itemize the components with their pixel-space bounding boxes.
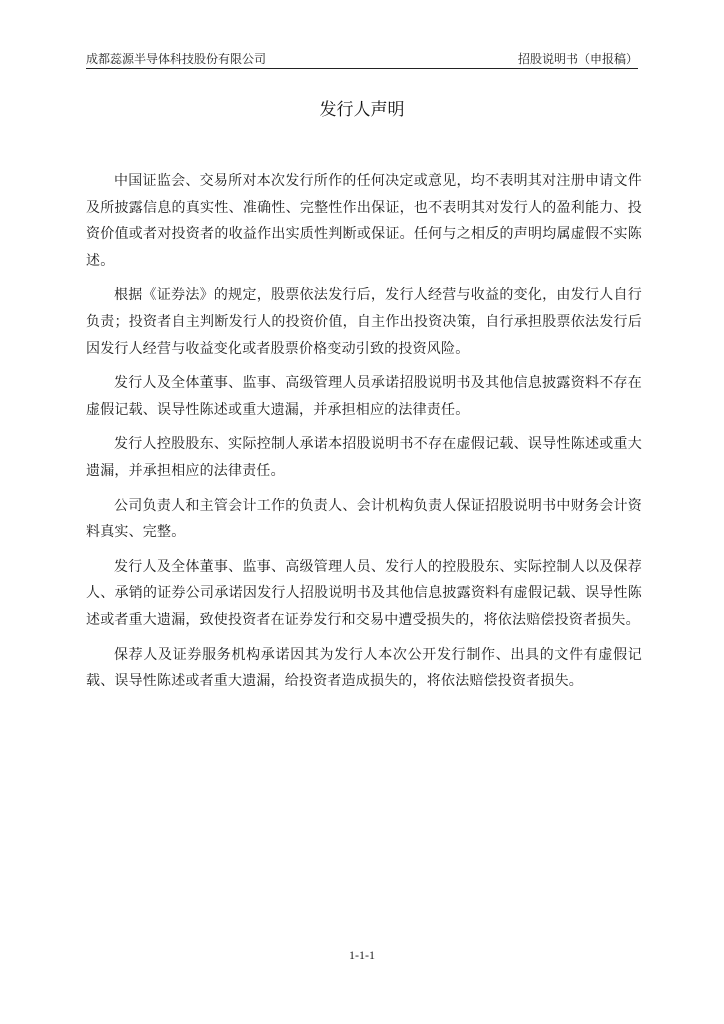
paragraph-2: 根据《证券法》的规定，股票依法发行后，发行人经营与收益的变化，由发行人自行负责；投资者自主判断发行人的投资价值，自主作出投资决策，自行承担股票依法发行后因发行人经营与收益变化或者股票价格变动引致的投资风险。 [86,287,642,357]
paragraph-3: 发行人及全体董事、监事、高级管理人员承诺招股说明书及其他信息披露资料不存在虚假记载、误导性陈述或重大遗漏，并承担相应的法律责任。 [86,375,642,418]
declaration-body [86,168,642,703]
paragraph-7: 保荐人及证券服务机构承诺因其为发行人本次公开发行制作、出具的文件有虚假记载、误导性陈述或者重大遗漏，给投资者造成损失的，将依法赔偿投资者损失。 [86,646,642,690]
paragraph-5: 公司负责人和主管会计工作的负责人、会计机构负责人保证招股说明书中财务会计资料真实、完整。 [86,497,642,541]
page-number: 1-1-1 [349,948,375,962]
page-header [86,50,638,68]
header-divider [86,68,638,69]
header-document-name: 招股说明书（申报稿） [517,52,638,66]
paragraph-6: 发行人及全体董事、监事、高级管理人员、发行人的控股股东、实际控制人以及保荐人、承销的证券公司承诺因发行人招股说明书及其他信息披露资料有虚假记载、误导性陈述或者重大遗漏，致使投资者在证券发行和交易中遭受损失的，将依法赔偿投资者损失。 [86,558,642,628]
paragraph-4: 发行人控股股东、实际控制人承诺本招股说明书不存在虚假记载、误导性陈述或重大遗漏，并承担相应的法律责任。 [86,436,642,479]
header-company-name: 成都蕊源半导体科技股份有限公司 [86,52,267,66]
paragraph-1: 中国证监会、交易所对本次发行所作的任何决定或意见，均不表明其对注册申请文件及所披露信息的真实性、准确性、完整性作出保证，也不表明其对发行人的盈利能力、投资价值或者对投资者的收益作出实质性判断或保证。任何与之相反的声明均属虚假不实陈述。 [86,173,642,269]
page-title: 发行人声明 [319,100,405,120]
